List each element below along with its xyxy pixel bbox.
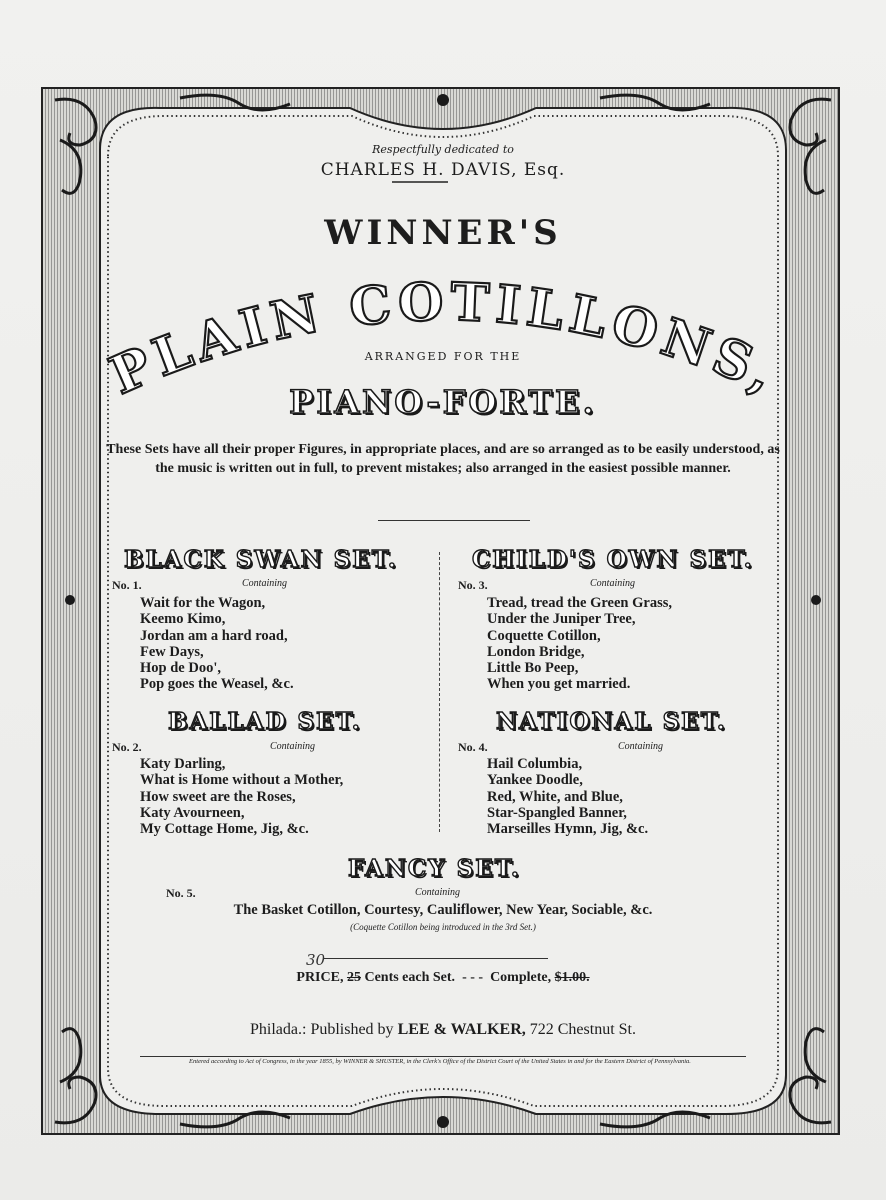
dedication-underline xyxy=(392,181,448,184)
dedication-line1: Respectfully dedicated to xyxy=(372,143,514,156)
price-dashes: - - - xyxy=(462,970,484,985)
list-item: London Bridge, xyxy=(487,643,585,660)
copyright-notice: Entered according to Act of Congress, in the year 1855, by WINNER & SHUSTER, in the Clerk's Office of the District Court of the United States in and for the Eastern District of Pennsylvania. xyxy=(189,1058,691,1065)
publisher-prefix: Philada.: Published by xyxy=(250,1021,394,1038)
publisher-address: 722 Chestnut St. xyxy=(529,1021,636,1038)
price-label: PRICE, xyxy=(296,970,344,985)
ballad-list xyxy=(140,756,343,837)
ballad-no: No. 2. xyxy=(112,740,142,754)
national-containing: Containing xyxy=(618,741,664,752)
list-item: Keemo Kimo, xyxy=(140,611,226,628)
title-piano-forte: PIANO-FORTE. xyxy=(289,383,597,421)
list-item: Few Days, xyxy=(140,643,204,660)
childs-own-title: CHILD'S OWN SET. xyxy=(472,546,754,573)
title-winners: WINNER'S xyxy=(324,213,562,253)
column-divider xyxy=(439,552,440,832)
copyright-rule xyxy=(140,1056,746,1057)
price-line xyxy=(0,970,886,986)
list-item: Star-Spangled Banner, xyxy=(487,804,627,821)
price-cents-text: Cents each Set. xyxy=(364,970,456,985)
publisher-line xyxy=(0,1021,886,1039)
intro-paragraph: These Sets have all their proper Figures, in appropriate places, and are so arranged as to be easily understood, as the music is written out in full, to prevent mistakes; also arranged in the easiest possible manner. xyxy=(106,442,780,476)
list-item: Jordan am a hard road, xyxy=(140,627,288,644)
national-no: No. 4. xyxy=(458,740,488,754)
list-item: Yankee Doodle, xyxy=(487,772,583,789)
list-item: Little Bo Peep, xyxy=(487,660,579,677)
list-item: Katy Avourneen, xyxy=(140,804,245,821)
national-list xyxy=(487,756,648,837)
divider-rule xyxy=(378,520,530,521)
complete-price: $1.00. xyxy=(554,970,590,985)
black-swan-title: BLACK SWAN SET. xyxy=(124,546,398,573)
price-rule xyxy=(324,958,548,959)
fancy-list: The Basket Cotillon, Courtesy, Cauliflower, New Year, Sociable, &c. xyxy=(233,902,653,918)
fancy-title: FANCY SET. xyxy=(348,855,521,882)
black-swan-containing: Containing xyxy=(242,578,288,589)
list-item: What is Home without a Mother, xyxy=(140,772,344,789)
childs-own-list xyxy=(487,595,672,693)
list-item: Hail Columbia, xyxy=(487,756,583,772)
list-item: Coquette Cotillon, xyxy=(487,627,601,644)
list-item: When you get married. xyxy=(487,676,631,693)
publisher-name: LEE & WALKER, xyxy=(397,1021,526,1038)
childs-own-containing: Containing xyxy=(590,578,636,589)
ballad-containing: Containing xyxy=(270,741,316,752)
list-item: My Cottage Home, Jig, &c. xyxy=(140,821,309,838)
list-item: Katy Darling, xyxy=(140,756,226,772)
list-item: How sweet are the Roses, xyxy=(140,788,296,805)
fancy-note: (Coquette Cotillon being introduced in the 3rd Set.) xyxy=(350,922,536,932)
complete-label: Complete, xyxy=(490,970,552,985)
black-swan-list xyxy=(140,595,294,693)
list-item: Marseilles Hymn, Jig, &c. xyxy=(487,821,649,838)
title-arc-text: PLAIN COTILLONS, xyxy=(101,271,789,407)
national-title: NATIONAL SET. xyxy=(496,708,727,735)
childs-own-no: No. 3. xyxy=(458,578,488,592)
list-item: Hop de Doo', xyxy=(140,660,221,677)
ballad-title: BALLAD SET. xyxy=(168,708,362,735)
arranged-for-label: ARRANGED FOR THE xyxy=(364,350,522,363)
price-old-cents: 25 xyxy=(346,970,361,985)
fancy-no: No. 5. xyxy=(166,886,196,900)
list-item: Wait for the Wagon, xyxy=(140,595,266,611)
black-swan-no: No. 1. xyxy=(112,578,142,592)
handwritten-price: 30 xyxy=(306,951,326,969)
dedication-name: CHARLES H. DAVIS, Esq. xyxy=(320,160,566,180)
fancy-containing: Containing xyxy=(415,887,461,898)
list-item: Red, White, and Blue, xyxy=(487,788,623,805)
list-item: Tread, tread the Green Grass, xyxy=(487,595,672,611)
list-item: Pop goes the Weasel, &c. xyxy=(140,676,294,693)
list-item: Under the Juniper Tree, xyxy=(487,611,636,628)
